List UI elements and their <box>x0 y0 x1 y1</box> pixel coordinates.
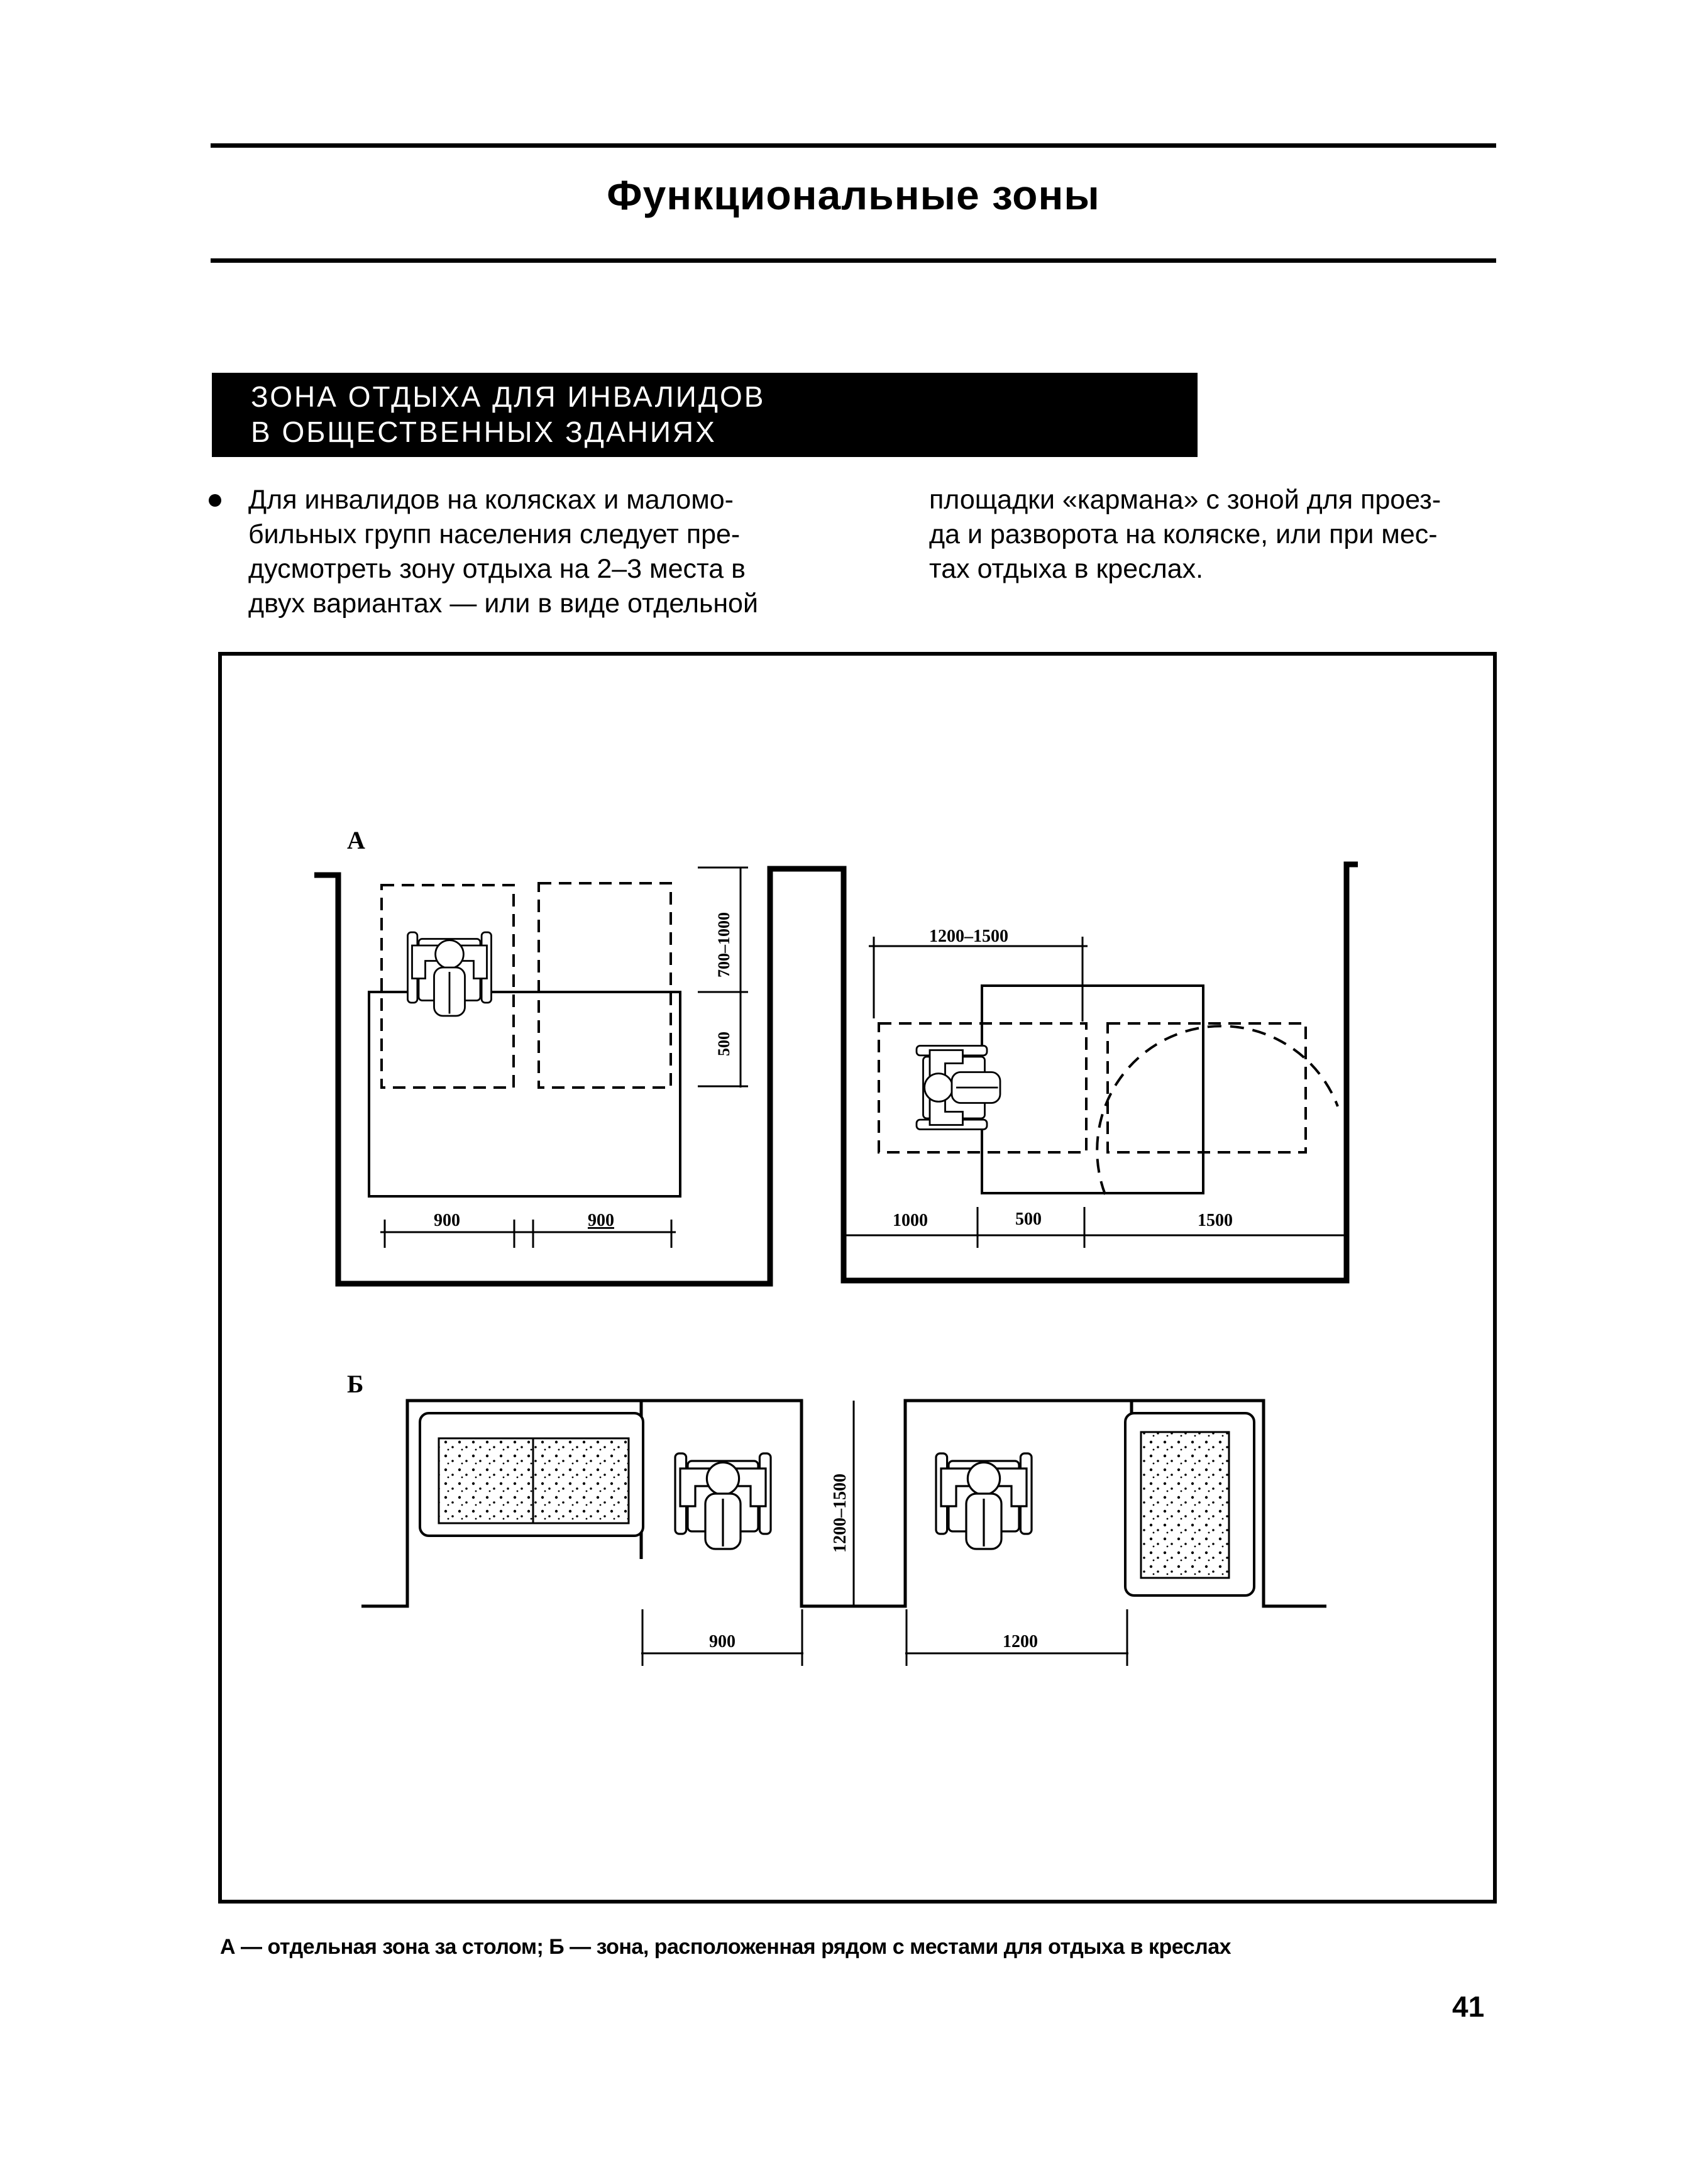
intro-left-line-4: двух вариантах — или в виде отдельной <box>248 588 758 619</box>
label-a: А <box>347 826 365 854</box>
section-heading-line-1: ЗОНА ОТДЫХА ДЛЯ ИНВАЛИДОВ <box>251 380 766 413</box>
dim-900-1: 900 <box>434 1211 460 1230</box>
dim-b-1200-1500: 1200–1500 <box>830 1474 850 1553</box>
section-heading-line-2: В ОБЩЕСТВЕННЫХ ЗДАНИЯХ <box>251 416 717 448</box>
dim-700-1000: 700–1000 <box>715 912 733 978</box>
dim-1000: 1000 <box>893 1211 928 1230</box>
intro-right-line-2: да и разворота на коляске, или при мес- <box>929 519 1438 549</box>
dim-1500: 1500 <box>1198 1211 1233 1230</box>
dim-1200-1500-top: 1200–1500 <box>929 927 1008 946</box>
wheelchair-user-icon <box>408 932 492 1016</box>
intro-left-line-1: Для инвалидов на колясках и маломо- <box>248 485 734 515</box>
wheelchair-user-icon <box>936 1453 1032 1549</box>
wheelchair-user-icon <box>917 1046 1000 1130</box>
dim-b-900: 900 <box>709 1632 736 1651</box>
dim-900-2: 900 <box>588 1211 614 1230</box>
wheelchair-user-icon <box>675 1453 771 1549</box>
plan-a-table <box>369 992 680 1196</box>
dim-500-vertical: 500 <box>715 1032 733 1056</box>
plan-a-place-2 <box>539 883 671 1088</box>
dim-b-1200: 1200 <box>1003 1632 1038 1651</box>
plan-a-right-table <box>982 986 1203 1193</box>
label-b: Б <box>347 1370 364 1398</box>
page-title: Функциональные зоны <box>607 172 1100 218</box>
turning-circle <box>1097 1026 1338 1194</box>
intro-right-line-3: тах отдыха в креслах. <box>929 554 1204 584</box>
plan-a-right-place-2 <box>1108 1023 1306 1152</box>
dim-500-horizontal: 500 <box>1015 1209 1042 1229</box>
plan-a-left-walls <box>314 869 844 1284</box>
page-number: 41 <box>1452 1990 1485 2023</box>
intro-left-line-3: дусмотреть зону отдыха на 2–3 места в <box>248 554 746 584</box>
intro-left-line-2: бильных групп населения следует пре- <box>248 519 741 549</box>
figure-caption: А — отдельная зона за столом; Б — зона, расположенная рядом с местами для отдыха в креслах <box>220 1935 1231 1959</box>
intro-right-line-1: площадки «кармана» с зоной для проез- <box>929 485 1441 515</box>
